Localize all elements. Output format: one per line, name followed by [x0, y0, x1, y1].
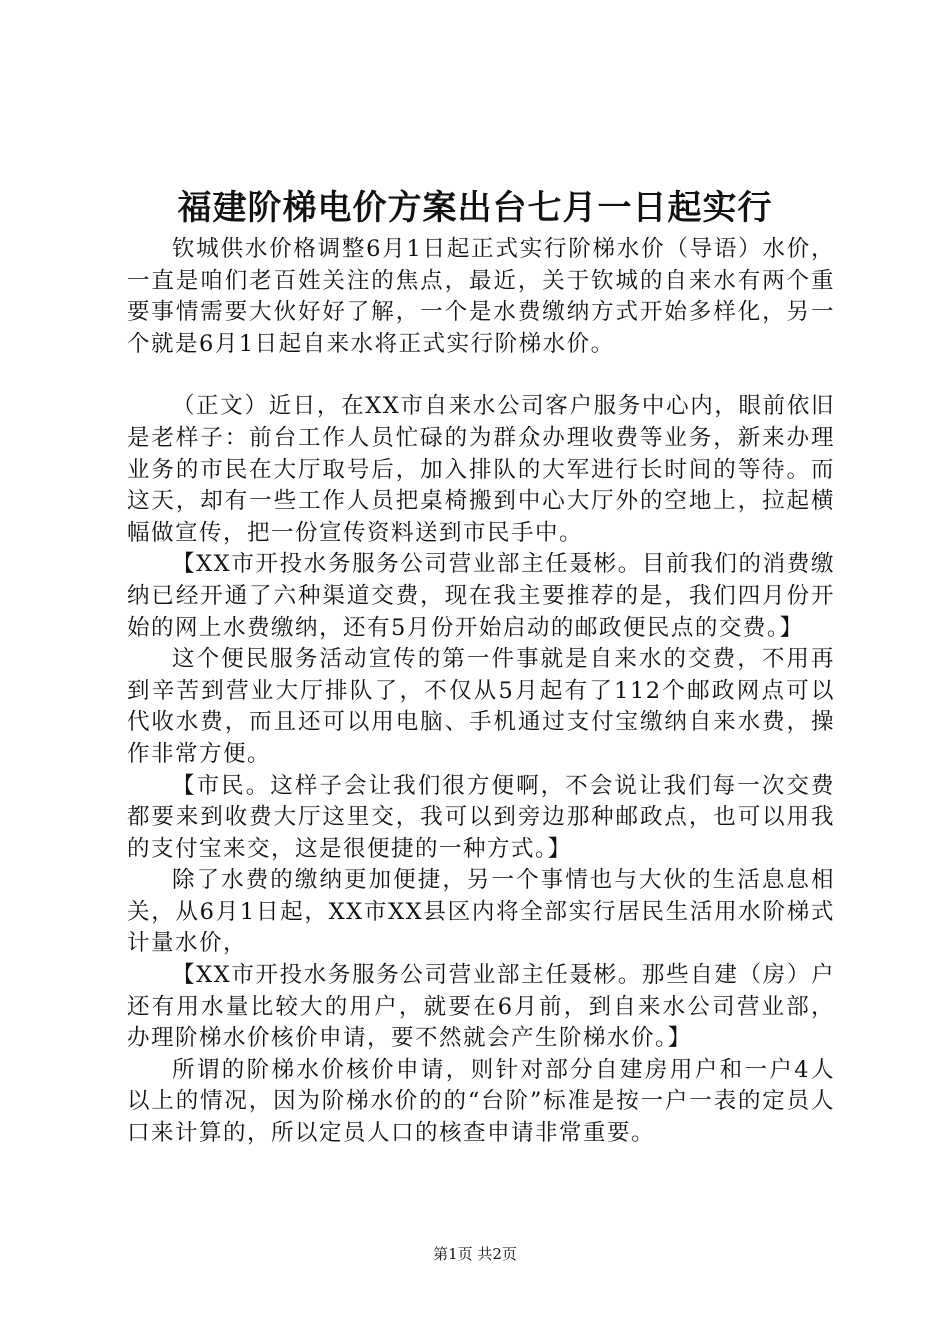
paragraph-intro: 钦城供水价格调整6月1日起正式实行阶梯水价（导语）水价，一直是咱们老百姓关注的焦点，最近，关于钦城的自来水有两个重要事情需要大伙好好了解，一个是水费缴纳方式开始多样化，另一个就是6月1日起自来水将正式实行阶梯水价。 [127, 236, 835, 357]
paragraph-quote-nie-bin-1: 【XX市开投水务服务公司营业部主任聂彬。目前我们的消费缴纳已经开通了六种渠道交费，现在我主要推荐的是，我们四月份开始的网上水费缴纳，还有5月份开始启动的邮政便民点的交费。】 [127, 551, 835, 641]
paragraph-payment: 这个便民服务活动宣传的第一件事就是自来水的交费，不用再到辛苦到营业大厅排队了，不仅从5月起有了112个邮政网点可以代收水费，而且还可以用电脑、手机通过支付宝缴纳自来水费，操作非常方便。 [127, 646, 835, 767]
paragraph-application: 所谓的阶梯水价核价申请，则针对部分自建房用户和一户4人以上的情况，因为阶梯水价的的“台阶”标准是按一户一表的定员人口来计算的，所以定员人口的核查申请非常重要。 [127, 1056, 835, 1147]
document-body [127, 234, 835, 1150]
paragraph-main: （正文）近日，在XX市自来水公司客户服务中心内，眼前依旧是老样子：前台工作人员忙碌的为群众办理收费等业务，新来办理业务的市民在大厅取号后，加入排队的大军进行长时间的等待。而这天，却有一些工作人员把桌椅搬到中心大厅外的空地上，拉起横幅做宣传，把一份宣传资料送到市民手中。 [127, 393, 835, 546]
paragraph-quote-citizen: 【市民。这样子会让我们很方便啊，不会说让我们每一次交费都要来到收费大厅这里交，我可以到旁边那种邮政点，也可以用我的支付宝来交，这是很便捷的一种方式。】 [127, 772, 835, 862]
paragraph-quote-nie-bin-2: 【XX市开投水务服务公司营业部主任聂彬。那些自建（房）户还有用水量比较大的用户，就要在6月前，到自来水公司营业部，办理阶梯水价核价申请，要不然就会产生阶梯水价。】 [127, 962, 835, 1052]
document-title: 福建阶梯电价方案出台七月一日起实行 [177, 188, 773, 228]
paragraph-tiered-price: 除了水费的缴纳更加便捷，另一个事情也与大伙的生活息息相关，从6月1日起，XX市XX县区内将全部实行居民生活用水阶梯式计量水价， [127, 867, 835, 957]
page-number: 第1页 共2页 [433, 1245, 517, 1263]
